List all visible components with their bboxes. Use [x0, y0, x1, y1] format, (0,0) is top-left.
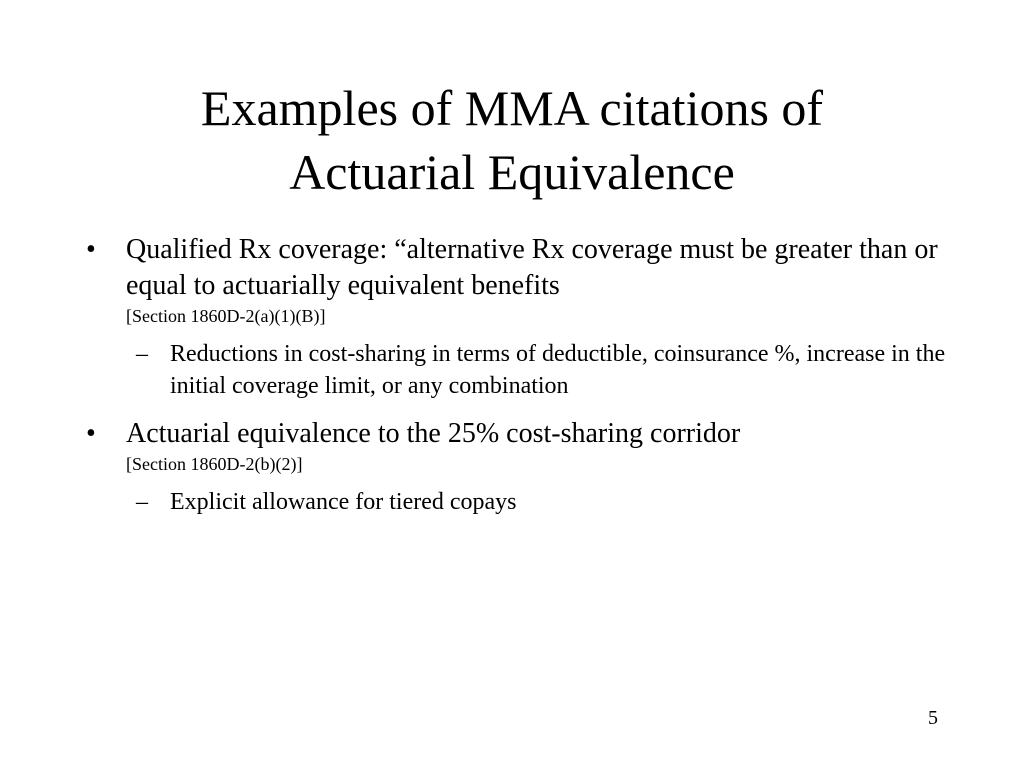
bullet-citation: [Section 1860D-2(a)(1)(B)]: [126, 306, 326, 326]
bullet-marker: •: [86, 234, 96, 265]
subbullet-marker: –: [136, 489, 148, 515]
slide-body: [86, 232, 946, 518]
title-line-1: Examples of MMA citations of: [200, 80, 824, 136]
subbullet-tiered-copays: [86, 486, 946, 518]
slide-title: [0, 76, 1024, 204]
spacer: [86, 402, 946, 416]
bullet-qualified-rx: [86, 232, 946, 328]
subbullet-text: Explicit allowance for tiered copays: [170, 489, 517, 515]
subbullet-reductions: [86, 338, 946, 402]
subbullet-text: Reductions in cost-sharing in terms of deductible, coinsurance %, increase in the initial coverage limit, or any combination: [170, 341, 946, 399]
bullet-marker: •: [86, 418, 96, 449]
bullet-text: Actuarial equivalence to the 25% cost-sharing corridor: [126, 418, 741, 449]
bullet-citation: [Section 1860D-2(b)(2)]: [126, 454, 303, 474]
bullet-actuarial-equivalence: [86, 416, 946, 476]
title-line-2: Actuarial Equivalence: [289, 144, 735, 200]
subbullet-marker: –: [136, 341, 148, 367]
page-number: 5: [928, 707, 938, 729]
bullet-text: Qualified Rx coverage: “alternative Rx coverage must be greater than or equal to actuarially equivalent benefits: [126, 234, 938, 301]
